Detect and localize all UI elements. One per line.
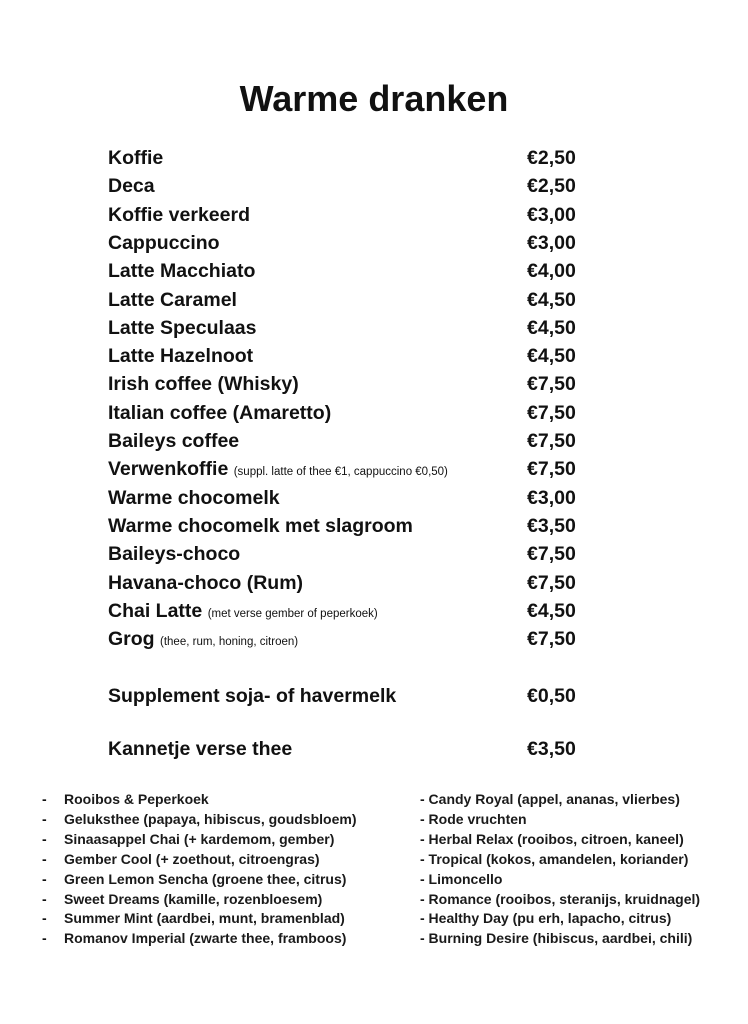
item-price: €4,50 <box>527 345 576 368</box>
menu-item <box>108 342 580 370</box>
item-name <box>108 342 253 370</box>
item-label: Supplement soja- of havermelk <box>108 685 397 707</box>
tea-item: Sweet Dreams (kamille, rozenbloesem) <box>64 890 323 907</box>
item-name <box>108 257 255 285</box>
item-label: Chai Latte <box>108 599 203 622</box>
menu-item <box>108 370 580 398</box>
item-price: €2,50 <box>527 175 576 198</box>
menu-item <box>108 201 580 229</box>
item-name <box>108 512 413 540</box>
tea-item: Gember Cool (+ zoethout, citroengras) <box>64 850 320 867</box>
item-note: (suppl. latte of thee €1, cappuccino €0,50) <box>233 466 448 479</box>
tea-item: - Herbal Relax (rooibos, citroen, kaneel) <box>420 830 684 847</box>
tea-item: Sinaasappel Chai (+ kardemom, gember) <box>64 830 335 847</box>
item-price: €3,00 <box>527 203 576 226</box>
item-name <box>108 625 298 656</box>
item-price: €4,50 <box>527 599 576 622</box>
item-price: €7,50 <box>527 373 576 396</box>
item-name <box>108 540 240 568</box>
item-label: Irish coffee (Whisky) <box>108 373 299 396</box>
item-label: Havana-choco (Rum) <box>108 571 304 594</box>
item-price: €4,50 <box>527 288 576 311</box>
item-price: €3,50 <box>527 514 576 537</box>
bullet-dash: - <box>42 791 47 807</box>
menu-item <box>108 172 580 200</box>
item-label: Italian coffee (Amaretto) <box>108 401 332 424</box>
item-price: €7,50 <box>527 543 576 566</box>
menu-item <box>108 229 580 257</box>
item-label: Baileys-choco <box>108 543 241 566</box>
item-price: €7,50 <box>527 571 576 594</box>
item-name <box>108 455 448 486</box>
item-label: Warme chocomelk <box>108 486 280 509</box>
item-price: €3,50 <box>527 738 576 760</box>
menu-item <box>108 597 580 625</box>
menu-item <box>108 735 580 763</box>
menu-item <box>108 257 580 285</box>
item-name <box>108 201 250 229</box>
tea-item: - Romance (rooibos, steranijs, kruidnagel) <box>420 890 701 907</box>
menu-item <box>108 399 580 427</box>
item-note: (thee, rum, honing, citroen) <box>160 636 299 649</box>
tea-item: - Candy Royal (appel, ananas, vlierbes) <box>420 791 680 807</box>
tea-item: - Healthy Day (pu erh, lapacho, citrus) <box>420 910 672 927</box>
item-label: Kannetje verse thee <box>108 738 293 760</box>
item-label: Verwenkoffie <box>108 458 229 481</box>
bullet-dash: - <box>42 930 47 947</box>
tea-item: - Burning Desire (hibiscus, aardbei, chili) <box>420 930 693 947</box>
menu-item <box>108 314 580 342</box>
item-price: €4,00 <box>527 260 576 283</box>
item-note: (met verse gember of peperkoek) <box>207 607 378 620</box>
item-name <box>108 484 280 512</box>
tea-item: Rooibos & Peperkoek <box>64 791 209 807</box>
bullet-dash: - <box>42 830 47 847</box>
item-name <box>108 370 299 398</box>
item-price: €3,00 <box>527 231 576 254</box>
item-name <box>108 735 292 763</box>
item-label: Latte Macchiato <box>108 260 256 283</box>
tea-item: Geluksthee (papaya, hibiscus, goudsbloem) <box>64 810 357 827</box>
bullet-dash: - <box>42 850 47 867</box>
item-name <box>108 427 239 455</box>
item-label: Latte Speculaas <box>108 316 257 339</box>
menu-item <box>108 144 580 172</box>
item-label: Warme chocomelk met slagroom <box>108 514 413 537</box>
item-price: €4,50 <box>527 316 576 339</box>
item-name <box>108 399 331 427</box>
menu-item <box>108 286 580 314</box>
tea-item: - Rode vruchten <box>420 810 527 827</box>
tea-item: - Limoncello <box>420 870 503 887</box>
item-price: €7,50 <box>527 430 576 452</box>
menu-item <box>108 625 580 653</box>
item-price: €7,50 <box>527 628 576 651</box>
item-price: €0,50 <box>527 685 576 707</box>
item-label: Koffie verkeerd <box>108 203 250 226</box>
menu-item <box>108 540 580 568</box>
menu-item <box>108 569 580 597</box>
menu-item <box>108 484 580 512</box>
tea-item: Summer Mint (aardbei, munt, bramenblad) <box>64 910 345 927</box>
item-label: Baileys coffee <box>108 430 240 452</box>
menu-item <box>108 455 580 483</box>
item-name <box>108 286 237 314</box>
item-price: €7,50 <box>527 401 576 424</box>
item-price: €7,50 <box>527 458 576 481</box>
tea-item: Green Lemon Sencha (groene thee, citrus) <box>64 870 347 887</box>
item-label: Koffie <box>108 147 164 169</box>
item-name <box>108 172 155 200</box>
bullet-dash: - <box>42 910 47 927</box>
item-label: Grog <box>108 628 155 651</box>
item-name <box>108 229 220 257</box>
item-price: €2,50 <box>527 147 576 169</box>
item-name <box>108 314 256 342</box>
menu-item <box>108 682 580 710</box>
bullet-dash: - <box>42 810 47 827</box>
item-label: Latte Caramel <box>108 288 237 311</box>
item-price: €3,00 <box>527 486 576 509</box>
bullet-dash: - <box>42 890 47 907</box>
item-name <box>108 682 396 710</box>
menu-item <box>108 512 580 540</box>
menu-item <box>108 427 580 455</box>
item-name <box>108 569 303 597</box>
item-label: Cappuccino <box>108 231 220 254</box>
tea-item: Romanov Imperial (zwarte thee, framboos) <box>64 930 347 947</box>
item-label: Deca <box>108 175 155 198</box>
item-name <box>108 144 163 172</box>
tea-item: - Tropical (kokos, amandelen, koriander) <box>420 850 689 867</box>
item-label: Latte Hazelnoot <box>108 345 254 368</box>
bullet-dash: - <box>42 870 47 887</box>
item-name <box>108 597 378 628</box>
page-title: Warme dranken <box>239 78 509 119</box>
